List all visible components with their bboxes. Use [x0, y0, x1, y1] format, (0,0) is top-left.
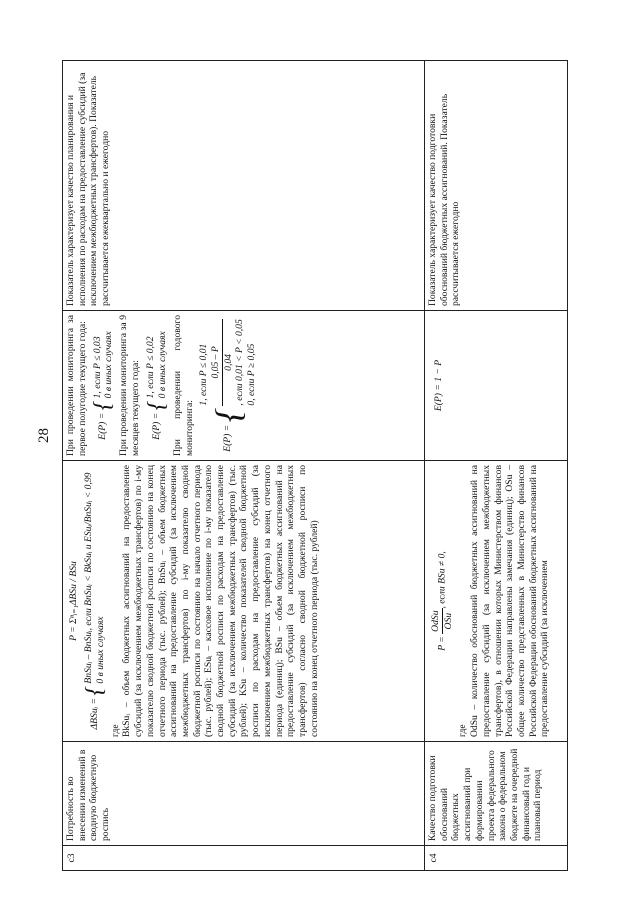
- evaluation-cell: [425, 311, 568, 461]
- delta-cases: [83, 473, 106, 684]
- where-label: где: [457, 724, 469, 737]
- evaluation-cell: [63, 311, 425, 461]
- eval-eq: E(P) = 1 − P: [433, 359, 444, 412]
- eval-eq-2-lhs: E(P) =: [151, 412, 163, 440]
- row-number: c3: [63, 846, 425, 871]
- formula-main: P = Σⁿᵢ₌₁ΔBSu / BSu: [68, 561, 79, 641]
- fraction-denominator: 0,04: [222, 354, 234, 371]
- eval-eq-3-case-2: [210, 319, 246, 405]
- formula-delta: [83, 465, 107, 737]
- brace-icon: {: [81, 685, 108, 696]
- eval-mid: При проведении мониторинга за 9 месяцев текущего года:: [118, 315, 142, 456]
- table-row: [425, 61, 568, 871]
- formula-lhs: P =: [436, 636, 448, 651]
- delta-lhs: ΔBSuᵢ =: [88, 697, 100, 730]
- eval-eq-1: [91, 315, 115, 456]
- formula-definitions: BkSuᵢ – объем бюджетных ассигнований на предоставление субсидий (за исключением межбюджетных трансфертов) по i-му показателю сводной бюджетной росписи по состоянию на конец отчетного периода (тыс. рублей); BnSuᵢ – объем бюджетных ассигнований на предоставление субсидий (за исключением межбюджетных трансфертов) по i-му показателю сводной бюджетной росписи по состоянию на начало отчетного периода (тыс. рублей); ESuᵢ – кассовое исполнение по i-му показателю сводной бюджетной росписи по расходам на предоставление субсидий (за исключением межбюджетных трансфертов) (тыс. рублей); KSu – количество показателей сводной бюджетной росписи по расходам на предоставление субсидий (за исключением межбюджетных трансфертов) на конец отчетного периода (единиц); BSu – объем бюджетных ассигнований на предоставление субсидий (за исключением межбюджетных трансфертов) согласно сводной бюджетной росписи по состоянию на конец отчетного периода (тыс. рублей): [121, 465, 320, 737]
- eval-eq-3-lhs: E(P) =: [222, 424, 234, 452]
- eval-eq-3-case-2-cond: , если 0,01 < P < 0,05: [234, 319, 246, 406]
- formula-cell: [425, 461, 568, 742]
- fraction-numerator: OdSu: [430, 610, 441, 632]
- eval-eq-1-case-1: 1, если P ≤ 0,03: [91, 336, 103, 399]
- eval-eq-1-case-2: 0 в иных случаях: [103, 331, 115, 399]
- rotated-table-container: [62, 61, 568, 871]
- comment-cell: Показатель характеризует качество подготовки обоснований бюджетных ассигнований. Показатель рассчитывается ежегодно: [425, 61, 568, 311]
- eval-eq-3-case-3: 0, если P ≥ 0,05: [246, 343, 258, 406]
- delta-case-1: BnSuᵢ – BnSuᵢ, если BnSuᵢ < BkSuᵢ и ESuᵢ/BnSuᵢ < 0,99: [83, 472, 94, 684]
- delta-case-2: 0 в иных случаях: [94, 616, 106, 684]
- formula-cell: [63, 461, 425, 742]
- eval-eq-1-lhs: E(P) =: [97, 412, 109, 440]
- row-number: c4: [425, 846, 568, 871]
- table-row: [63, 61, 425, 871]
- eval-annual: При проведении годового мониторинга:: [171, 315, 195, 456]
- where-label: где: [109, 724, 121, 737]
- indicator-name: Потребность во внесении изменений в сводную бюджетную роспись: [63, 742, 425, 846]
- fraction-numerator: 0,05 – P: [210, 319, 223, 405]
- eval-eq-3-case-1: 1, если P ≤ 0,01: [198, 343, 210, 406]
- formula-definitions: OdSu – количество обоснований бюджетных ассигнований на предоставление субсидий (за исключением межбюджетных трансфертов), в отношении которых Министерством финансов Российской Федерации направлены замечания (единиц); OSu – общее количество представленных в Министерство финансов Российской Федерации обоснований бюджетных ассигнований на предоставление субсидий (за исключением: [469, 465, 551, 737]
- fraction: [430, 609, 454, 634]
- eval-eq-2-case-2: 0 в иных случаях: [156, 331, 168, 399]
- comment-cell: Показатель характеризует качество планирования и исполнения по расходам на предоставление субсидий (за исключением межбюджетных трансфертов). Показатель рассчитывается ежеквартально и ежегодно: [63, 61, 425, 311]
- eval-eq-3-cases: [198, 319, 258, 405]
- formula-condition: , если BSu ≠ 0,: [436, 551, 448, 609]
- indicator-table: [62, 60, 568, 871]
- eval-eq-2-case-1: 1, если P ≤ 0,02: [145, 336, 157, 399]
- brace-icon: {: [143, 400, 170, 411]
- indicator-name: Качество подготовки обоснований бюджетных ассигнований при формировании проекта федерального закона о федеральном бюджете на очередной финансовый год и плановый период: [425, 742, 568, 846]
- eval-eq-2: [145, 315, 169, 456]
- page-number: 28: [36, 428, 52, 443]
- eval-intro: При проведении мониторинга за первое полугодие текущего года:: [65, 315, 88, 456]
- fraction-denominator: OSu: [442, 612, 454, 630]
- brace-icon: {: [90, 400, 117, 411]
- fraction: [210, 319, 234, 405]
- eval-eq-1-cases: [92, 331, 115, 398]
- brace-icon: {: [207, 408, 248, 423]
- formula-main: [430, 465, 454, 737]
- eval-eq-3: [198, 315, 258, 456]
- eval-eq-2-cases: [145, 331, 168, 398]
